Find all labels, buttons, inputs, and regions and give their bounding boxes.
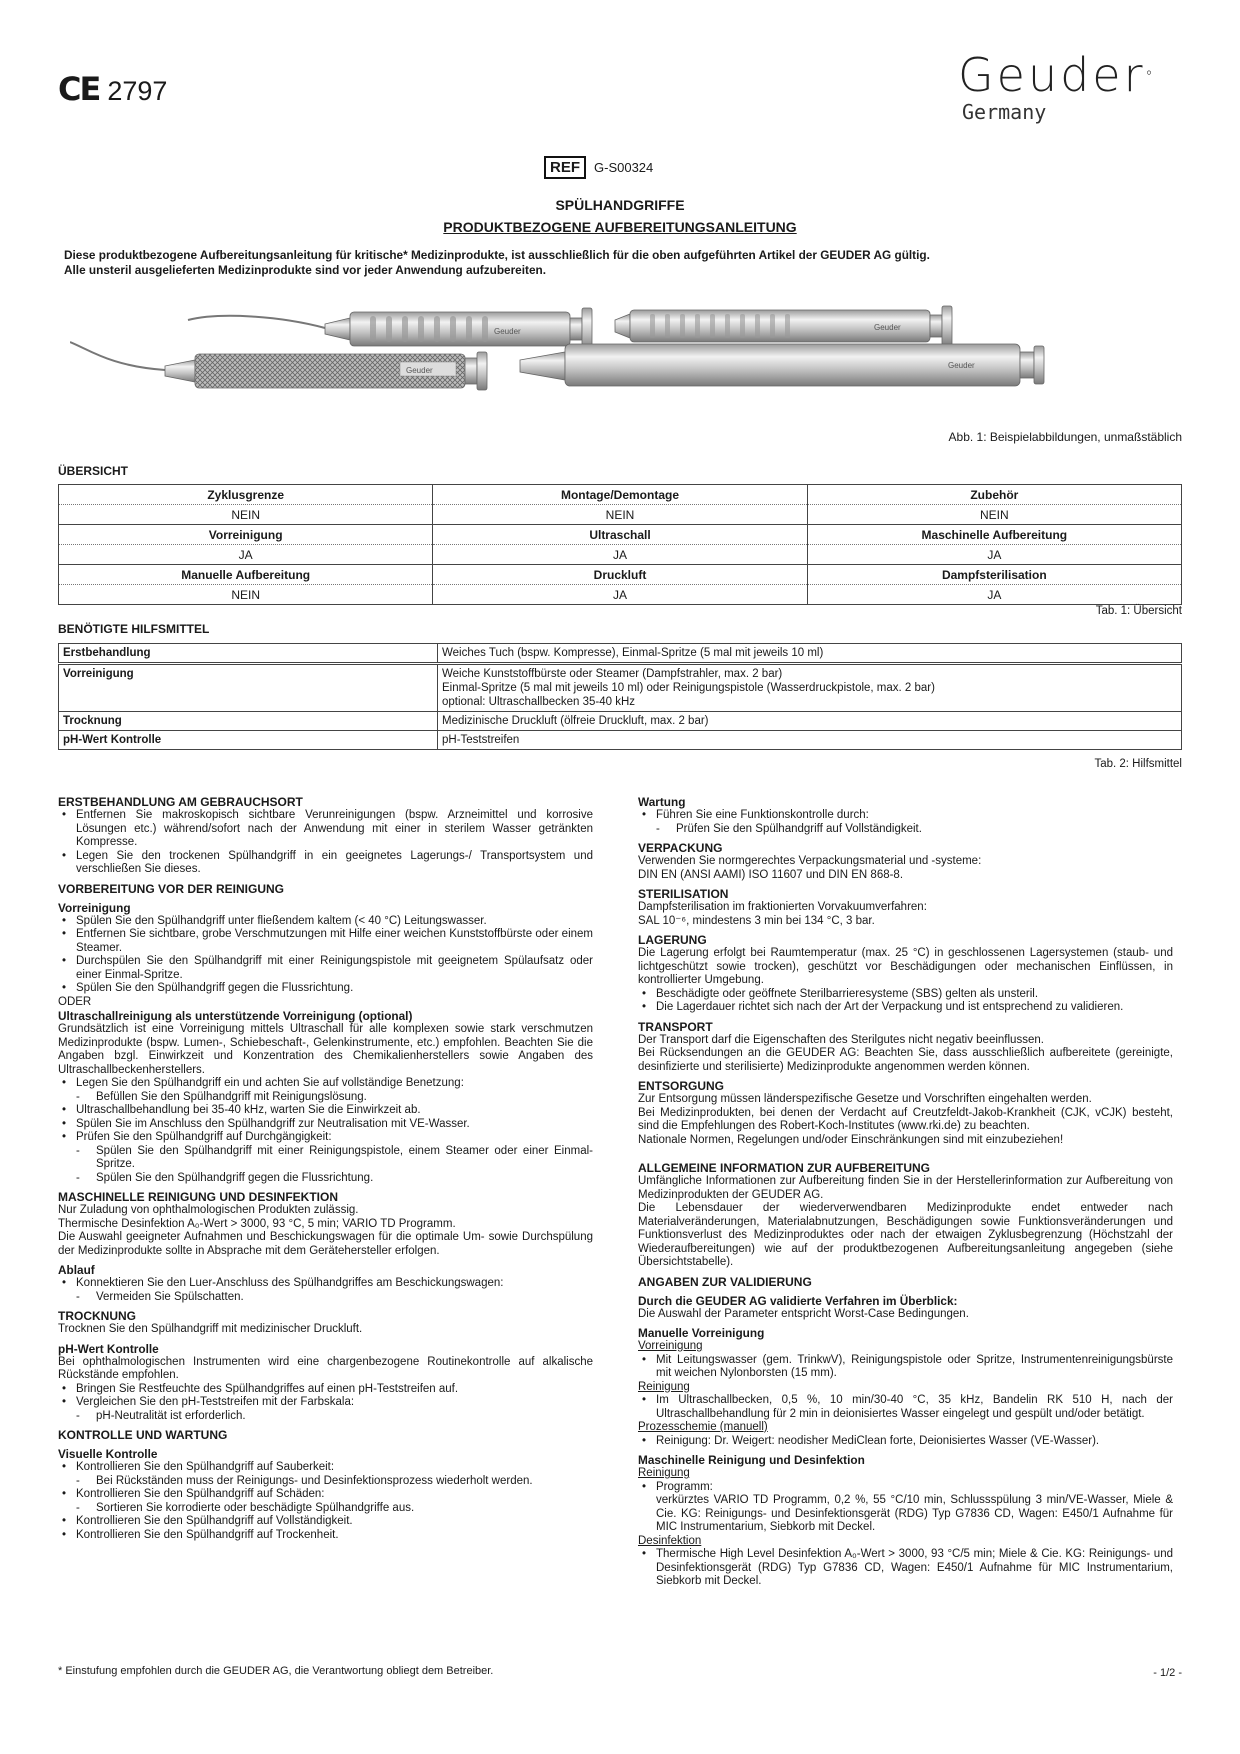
aux-key: Trocknung <box>59 712 438 731</box>
notified-body-number: 2797 <box>107 76 168 106</box>
paragraph: Die Auswahl geeigneter Aufnahmen und Beschickungswagen für die optimale Um- sowie Durchspülung der Medizinprodukte sollte in Absprache mit dem Gerätehersteller erfolgen. <box>58 1231 593 1257</box>
list-subitem: - Sortieren Sie korrodierte oder beschädigte Spülhandgriffe aus. <box>58 1502 593 1516</box>
or-separator: ODER <box>58 995 92 1008</box>
paragraph: Nur Zuladung von ophthalmologischen Produkten zulässig. <box>58 1204 359 1216</box>
list-item: • Vergleichen Sie den pH-Teststreifen mit der Farbskala: <box>58 1396 593 1410</box>
list-item: • Entfernen Sie makroskopisch sichtbare Verunreinigungen (bspw. Arzneimittel und korrosive Lösungen etc.) während/sofort nach der Anwendung mit einer in sterilem Wasser getränkten Kompresse. <box>58 809 593 850</box>
paragraph: SAL 10⁻⁶, mindestens 3 min bei 134 °C, 3 bar. <box>638 914 875 927</box>
svg-text:Geuder: Geuder <box>494 327 521 336</box>
aux-table <box>58 643 1182 750</box>
section-title: KONTROLLE UND WARTUNG <box>58 1428 228 1442</box>
list-item: • Spülen Sie den Spülhandgriff gegen die Flussrichtung. <box>58 982 593 996</box>
aux-row <box>59 664 1182 712</box>
list-item: • Programm: verkürztes VARIO TD Programm, 0,2 %, 55 °C/10 min, Schlussspülung 3 min/VE-Wasser, Miele & Cie. KG: Reinigungs- und Desinfektionsgerät (RDG) Typ G7836 CD, Wagen: E450/1 Aufnahme für MIC Instrumentarium, Siebkorb mit Deckel. <box>638 1481 1173 1535</box>
section-title: TROCKNUNG <box>58 1309 136 1323</box>
underlined-label: Desinfektion <box>638 1534 702 1547</box>
ce-marking <box>58 70 167 108</box>
list-item: • Spülen Sie den Spülhandgriff unter fließendem kaltem (< 40 °C) Leitungswasser. <box>58 915 593 929</box>
subsection-title: Visuelle Kontrolle <box>58 1447 158 1461</box>
list-item: • Durchspülen Sie den Spülhandgriff mit einer Reinigungspistole mit geeignetem Spülaufsatz oder einer Einmal-Spritze. <box>58 955 593 982</box>
overview-header-cell: Maschinelle Aufbereitung <box>807 525 1181 545</box>
instrument-top-right <box>615 306 952 346</box>
overview-value-cell: NEIN <box>807 505 1181 525</box>
bullet-list <box>638 1481 1173 1535</box>
overview-value-cell: NEIN <box>433 505 807 525</box>
bullet-list <box>638 1435 1173 1449</box>
list-subitem: - Spülen Sie den Spülhandgriff gegen die Flussrichtung. <box>58 1172 593 1186</box>
bullet-list <box>58 809 593 877</box>
document-subtitle: PRODUKTBEZOGENE AUFBEREITUNGSANLEITUNG <box>443 219 797 235</box>
aux-value: pH-Teststreifen <box>438 731 1182 750</box>
aux-row <box>59 644 1182 664</box>
ce-mark-icon: CE <box>58 70 100 108</box>
section-title: ALLGEMEINE INFORMATION ZUR AUFBEREITUNG <box>638 1161 930 1175</box>
overview-header-cell: Vorreinigung <box>59 525 433 545</box>
bullet-list <box>58 1383 593 1424</box>
left-column <box>58 795 593 1542</box>
page-number: - 1/2 - <box>1153 1667 1182 1679</box>
underlined-label: Vorreinigung <box>638 1340 703 1352</box>
overview-table <box>58 484 1182 605</box>
overview-value-row <box>59 545 1182 565</box>
subsection-title: Manuelle Vorreinigung <box>638 1326 765 1340</box>
section-title: TRANSPORT <box>638 1019 713 1034</box>
paragraph: Die Lebensdauer der wiederverwendbaren Medizinprodukte endet entweder nach Materialveränderungen, Materialabnutzungen, Beschädigungen sowie Funktionsveränderungen und Funktionsverlust des Medizinproduktes oder nach der etwaigen Zyklusbegrenzung (Höchstzahl der Wiederaufbereitungen) wie auf der produktbezogenen Aufbereitungsanleitung angegeben (siehe Übersichtstabelle). <box>638 1202 1173 1268</box>
overview-header-cell: Montage/Demontage <box>433 485 807 505</box>
instrument-top-left <box>188 308 592 350</box>
product-illustrations <box>70 300 1180 430</box>
underlined-label: Prozesschemie (manuell) <box>638 1421 768 1433</box>
overview-value-row <box>59 585 1182 605</box>
bullet-list <box>58 1277 593 1304</box>
subsection-title: Durch die GEUDER AG validierte Verfahren im Überblick: <box>638 1293 958 1308</box>
bullet-list <box>58 1077 593 1185</box>
aux-key: Vorreinigung <box>59 664 438 712</box>
list-item: • Führen Sie eine Funktionskontrolle durch: <box>638 809 1173 823</box>
list-item: • Im Ultraschallbecken, 0,5 %, 10 min/30-40 °C, 35 kHz, Bandelin RK 510 H, nach der Ultraschallbehandlung für 2 min in deionisiertes Wasser eingelegt und gespült und/oder betätigt. <box>638 1394 1173 1421</box>
aux-value: Weiches Tuch (bspw. Kompresse), Einmal-Spritze (5 mal mit jeweils 10 ml) <box>438 644 1182 664</box>
overview-header-cell: Zyklusgrenze <box>59 485 433 505</box>
overview-value-cell: JA <box>433 585 807 605</box>
subsection-title: Ablauf <box>58 1263 95 1277</box>
list-subitem: - pH-Neutralität ist erforderlich. <box>58 1410 593 1424</box>
aux-row <box>59 712 1182 731</box>
list-subitem: - Befüllen Sie den Spülhandgriff mit Reinigungslösung. <box>58 1091 593 1105</box>
overview-header-cell: Druckluft <box>433 565 807 585</box>
subsection-title: pH-Wert Kontrolle <box>58 1341 159 1356</box>
list-item: • Konnektieren Sie den Luer-Anschluss des Spülhandgriffes am Beschickungswagen: <box>58 1277 593 1291</box>
subsection-title: Wartung <box>638 795 686 809</box>
aux-value: Weiche Kunststoffbürste oder Steamer (Dampfstrahler, max. 2 bar) Einmal-Spritze (5 mal mit jeweils 10 ml) oder Reinigungspistole (Wasserdruckpistole, max. 2 bar) optional: Ultraschallbecken 35-40 kHz <box>438 664 1182 712</box>
bullet-list <box>638 988 1173 1015</box>
subsection-title: Vorreinigung <box>58 900 131 915</box>
list-item: • Spülen Sie im Anschluss den Spülhandgriff zur Neutralisation mit VE-Wasser. <box>58 1118 593 1132</box>
right-column <box>638 795 1173 1589</box>
paragraph: Nationale Normen, Regelungen und/oder Einschränkungen sind mit einzubeziehen! <box>638 1133 1064 1146</box>
list-item: • Thermische High Level Desinfektion A₀-Wert > 3000, 93 °C/5 min; Miele & Cie. KG: Reinigungs- und Desinfektionsgerät (RDG) Typ G7836 CD, Wagen: E450/1 Aufnahme für MIC Instrumentarium, Siebkorb mit Deckel. <box>638 1548 1173 1589</box>
list-item: • Legen Sie den trockenen Spülhandgriff in ein geeignetes Lagerungs-/ Transportsystem und verschließen Sie dieses. <box>58 850 593 877</box>
list-item: • Die Lagerdauer richtet sich nach der Art der Verpackung und ist entsprechend zu validieren. <box>638 1001 1173 1015</box>
overview-value-cell: JA <box>807 545 1181 565</box>
paragraph: Grundsätzlich ist eine Vorreinigung mittels Ultraschall für alle komplexen sowie stark verschmutzen Medizinprodukte (bspw. Lumen-, Schiebeschaft-, Gelenkinstrumente, etc.) empfohlen. Beachten Sie die Angaben bzgl. Einwirkzeit und Konzentration des Chemikalienherstellers sowie Angaben des Ultraschallbeckenherstellers. <box>58 1023 593 1076</box>
list-item: • Bringen Sie Restfeuchte des Spülhandgriffes auf einen pH-Teststreifen auf. <box>58 1383 593 1397</box>
paragraph: Thermische Desinfektion A₀-Wert > 3000, 93 °C, 5 min; VARIO TD Programm. <box>58 1217 456 1230</box>
overview-header-cell: Manuelle Aufbereitung <box>59 565 433 585</box>
section-title: MASCHINELLE REINIGUNG UND DESINFEKTION <box>58 1190 339 1204</box>
overview-header-cell: Ultraschall <box>433 525 807 545</box>
geuder-logo <box>958 48 1188 124</box>
overview-header-cell: Dampfsterilisation <box>807 565 1181 585</box>
paragraph: Bei Medizinprodukten, bei denen der Verdacht auf Creutzfeldt-Jakob-Krankheit (CJK, vCJK) besteht, sind die Empfehlungen des Robert-Koch-Institutes (www.rki.de) zu beachten. <box>638 1106 1173 1132</box>
paragraph: Verwenden Sie normgerechtes Verpackungsmaterial und -systeme: <box>638 855 982 867</box>
overview-header-row <box>59 525 1182 545</box>
aux-row <box>59 731 1182 750</box>
paragraph: Bei Rücksendungen an die GEUDER AG: Beachten Sie, dass ausschließlich aufbereitete (gereinigte, desinfizierte und sterilisierte) Medizinprodukte angenommen werden können. <box>638 1047 1173 1073</box>
overview-value-row <box>59 505 1182 525</box>
paragraph: Bei ophthalmologischen Instrumenten wird eine chargenbezogene Routinekontrolle auf alkalische Rückstände empfohlen. <box>58 1355 593 1381</box>
section-title: STERILISATION <box>638 887 729 901</box>
paragraph: Dampfsterilisation im fraktionierten Vorvakuumverfahren: <box>638 901 927 913</box>
overview-value-cell: JA <box>807 585 1181 605</box>
list-item: • Entfernen Sie sichtbare, grobe Verschmutzungen mit Hilfe einer weichen Kunststoffbürste oder einem Steamer. <box>58 928 593 955</box>
brand-country: Germany <box>962 100 1047 124</box>
footnote: * Einstufung empfohlen durch die GEUDER AG, die Verantwortung obliegt dem Betreiber. <box>58 1665 494 1677</box>
list-item: • Kontrollieren Sie den Spülhandgriff auf Vollständigkeit. <box>58 1515 593 1529</box>
overview-value-cell: NEIN <box>59 585 433 605</box>
list-subitem: - Vermeiden Sie Spülschatten. <box>58 1291 593 1305</box>
paragraph: Die Lagerung erfolgt bei Raumtemperatur (max. 25 °C) in geschlossenen Lagersystemen (staub- und lichtgeschützt sowie trocken), geschützt vor Beschädigungen oder mechanischen Einflüssen, in kontrollierter Umgebung. <box>638 947 1173 986</box>
section-title: VERPACKUNG <box>638 841 723 855</box>
svg-text:Geuder: Geuder <box>406 366 433 375</box>
section-title: LAGERUNG <box>638 933 707 947</box>
list-item: • Kontrollieren Sie den Spülhandgriff auf Trockenheit. <box>58 1529 593 1543</box>
section-title: ERSTBEHANDLUNG AM GEBRAUCHSORT <box>58 795 303 809</box>
instrument-bottom-left <box>70 342 487 390</box>
svg-text:Geuder: Geuder <box>948 361 975 370</box>
aux-key: pH-Wert Kontrolle <box>59 731 438 750</box>
bullet-list <box>58 915 593 996</box>
list-item: • Prüfen Sie den Spülhandgriff auf Durchgängigkeit: <box>58 1131 593 1145</box>
section-title: ENTSORGUNG <box>638 1079 725 1093</box>
aux-value: Medizinische Druckluft (ölfreie Druckluft, max. 2 bar) <box>438 712 1182 731</box>
overview-header-row <box>59 485 1182 505</box>
overview-header-row <box>59 565 1182 585</box>
aux-caption: Tab. 2: Hilfsmittel <box>1094 758 1182 770</box>
overview-header-cell: Zubehör <box>807 485 1181 505</box>
paragraph: DIN EN (ANSI AAMI) ISO 11607 und DIN EN 868-8. <box>638 868 904 881</box>
list-item: • Kontrollieren Sie den Spülhandgriff auf Schäden: <box>58 1488 593 1502</box>
section-title: ANGABEN ZUR VALIDIERUNG <box>638 1274 812 1289</box>
underlined-label: Reinigung <box>638 1380 690 1393</box>
ref-symbol: REF <box>544 156 586 179</box>
svg-text:Geuder: Geuder <box>874 323 901 332</box>
subsection-title: Ultraschallreinigung als unterstützende Vorreinigung (optional) <box>58 1009 413 1023</box>
bullet-list <box>638 1548 1173 1589</box>
paragraph: Der Transport darf die Eigenschaften des Sterilgutes nicht negativ beeinflussen. <box>638 1033 1044 1046</box>
list-item: • Ultraschallbehandlung bei 35-40 kHz, warten Sie die Einwirkzeit ab. <box>58 1104 593 1118</box>
intro-text: Diese produktbezogene Aufbereitungsanleitung für kritische* Medizinprodukte, ist ausschließlich für die oben aufgeführten Artikel der GEUDER AG gültig. Alle unsteril ausgelieferten Medizinprodukte sind vor jeder Anwendung aufzubereiten. <box>64 248 930 277</box>
paragraph: Umfängliche Informationen zur Aufbereitung finden Sie in der Herstellerinformation zur Aufbereitung von Medizinprodukten der GEUDER AG. <box>638 1175 1173 1201</box>
overview-value-cell: JA <box>433 545 807 565</box>
bullet-list <box>638 1394 1173 1421</box>
list-item: • Reinigung: Dr. Weigert: neodisher MediClean forte, Deionisiertes Wasser (VE-Wasser). <box>638 1435 1173 1449</box>
paragraph: Trocknen Sie den Spülhandgriff mit medizinischer Druckluft. <box>58 1323 363 1335</box>
document-title: SPÜLHANDGRIFFE <box>555 197 685 213</box>
list-item: • Beschädigte oder geöffnete Sterilbarrieresysteme (SBS) gelten als unsteril. <box>638 988 1173 1002</box>
ref-value: G-S00324 <box>594 160 654 175</box>
instrument-bottom-right <box>520 344 1044 386</box>
list-item: • Legen Sie den Spülhandgriff ein und achten Sie auf vollständige Benetzung: <box>58 1077 593 1091</box>
brand-name: Geuder° <box>958 48 1153 102</box>
bullet-list <box>58 1461 593 1542</box>
aux-heading: BENÖTIGTE HILFSMITTEL <box>58 622 210 636</box>
overview-caption: Tab. 1: Übersicht <box>1095 605 1182 617</box>
list-subitem: - Prüfen Sie den Spülhandgriff auf Vollständigkeit. <box>638 823 1173 837</box>
overview-value-cell: NEIN <box>59 505 433 525</box>
aux-key: Erstbehandlung <box>59 644 438 664</box>
overview-value-cell: JA <box>59 545 433 565</box>
reference-number <box>544 156 653 179</box>
overview-heading: ÜBERSICHT <box>58 464 129 478</box>
section-title: VORBEREITUNG VOR DER REINIGUNG <box>58 881 285 896</box>
paragraph: Zur Entsorgung müssen länderspezifische Gesetze und Vorschriften eingehalten werden. <box>638 1093 1092 1105</box>
subsection-title: Maschinelle Reinigung und Desinfektion <box>638 1453 865 1467</box>
list-subitem: - Bei Rückständen muss der Reinigungs- und Desinfektionsprozess wiederholt werden. <box>58 1475 593 1489</box>
underlined-label: Reinigung <box>638 1467 690 1479</box>
bullet-list <box>638 1354 1173 1381</box>
figure-caption: Abb. 1: Beispielabbildungen, unmaßstäblich <box>948 430 1182 444</box>
list-item: • Mit Leitungswasser (gem. TrinkwV), Reinigungspistole oder Spritze, Instrumentenreinigungsbürste mit weichen Nylonborsten (15 mm). <box>638 1354 1173 1381</box>
bullet-list <box>638 809 1173 836</box>
list-item: • Kontrollieren Sie den Spülhandgriff auf Sauberkeit: <box>58 1461 593 1475</box>
list-subitem: - Spülen Sie den Spülhandgriff mit einer Reinigungspistole, einem Steamer oder einer Einmal-Spritze. <box>58 1145 593 1172</box>
paragraph: Die Auswahl der Parameter entspricht Worst-Case Bedingungen. <box>638 1307 969 1320</box>
